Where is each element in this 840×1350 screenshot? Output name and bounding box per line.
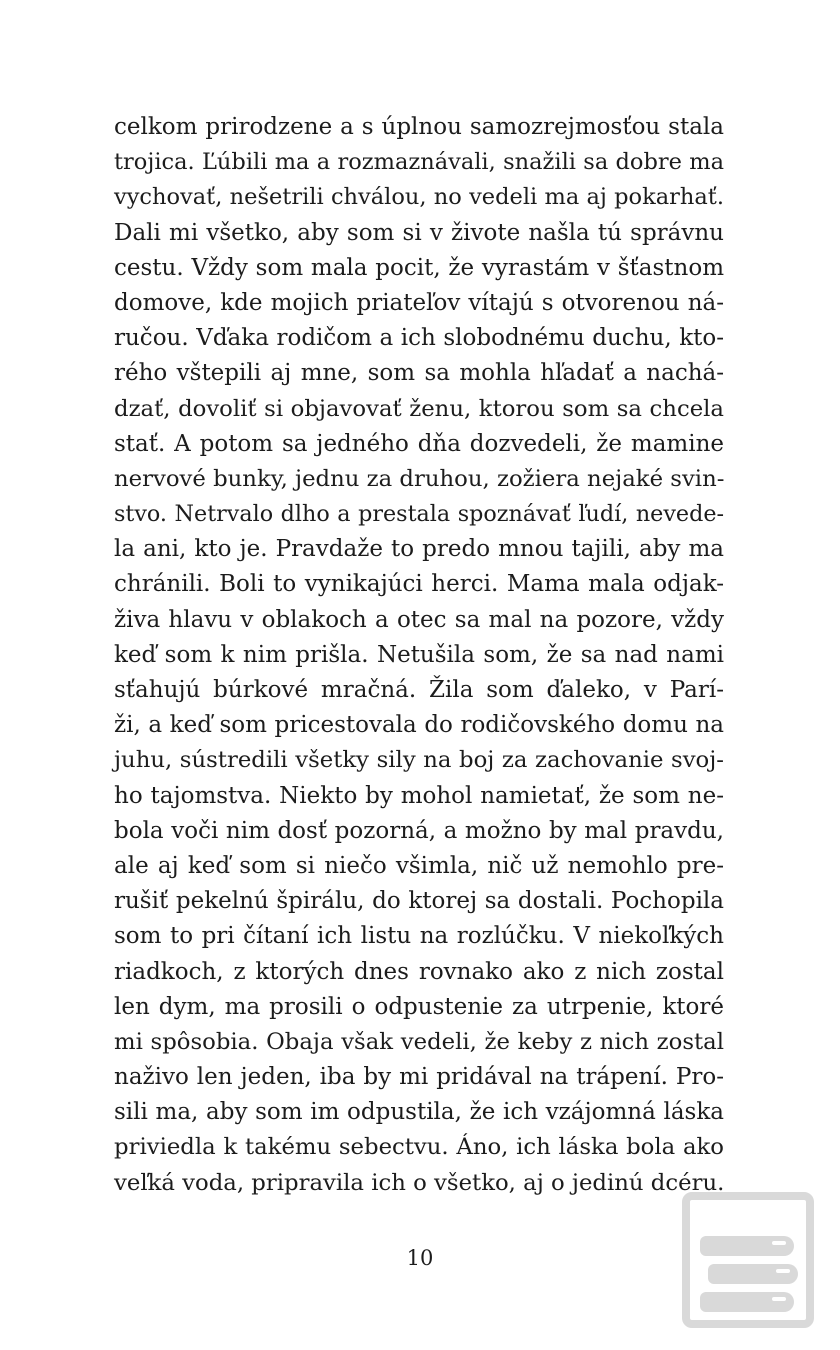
text-line: som to pri čítaní ich listu na rozlúčku. V niekoľkých [114,923,724,950]
text-line: mi spôsobia. Obaja však vedeli, že keby z nich zostal [114,1028,724,1055]
text-line: domove, kde mojich priateľov vítajú s otvorenou ná- [114,289,724,316]
text-line: ho tajomstva. Niekto by mohol namietať, že som ne- [114,782,724,809]
text-line: stvo. Netrvalo dlho a prestala spoznávať ľudí, nevede- [114,501,724,528]
text-line: priviedla k takému sebectvu. Áno, ich láska bola ako [114,1134,724,1161]
text-line: nervové bunky, jednu za druhou, zožiera nejaké svin- [114,465,725,492]
text-line: keď som k nim prišla. Netušila som, že sa nad nami [114,641,724,668]
text-line: sťahujú búrkové mračná. Žila som ďaleko, v Parí- [114,677,724,703]
text-line: veľká voda, pripravila ich o všetko, aj o jedinú dcéru. [114,1169,725,1196]
text-line: riadkoch, z ktorých dnes rovnako ako z nich zostal [114,958,724,985]
body-text [114,110,724,1201]
text-line: rého vštepili aj mne, som sa mohla hľadať a nachá- [114,360,724,387]
text-line: bola voči nim dosť pozorná, a možno by mal pravdu, [114,817,724,844]
text-line: juhu, sústredili všetky sily na boj za zachovanie svoj- [114,747,724,774]
text-line: stať. A potom sa jedného dňa dozvedeli, že mamine [114,430,724,457]
text-line: celkom prirodzene a s úplnou samozrejmosťou stala [114,114,724,140]
text-line: len dym, ma prosili o odpustenie za utrpenie, ktoré [114,993,724,1020]
text-line: trojica. Ľúbili ma a rozmaznávali, snažili sa dobre ma [114,149,724,176]
text-line: naživo len jeden, iba by mi pridával na trápení. Pro- [114,1064,724,1091]
text-line: rušiť pekelnú špirálu, do ktorej sa dostali. Pochopila [114,888,724,915]
text-line: chránili. Boli to vynikajúci herci. Mama mala odjak- [114,571,724,598]
text-line: vychovať, nešetrili chválou, no vedeli ma aj pokarhať. [114,184,724,211]
text-line: ži, a keď som pricestovala do rodičovského domu na [114,712,724,739]
text-line: sili ma, aby som im odpustila, že ich vzájomná láska [114,1099,724,1126]
page-number: 10 [406,1246,434,1270]
text-line: ručou. Vďaka rodičom a ich slobodnému duchu, kto- [114,325,724,352]
text-line: ale aj keď som si niečo všimla, nič už nemohlo pre- [114,852,724,879]
text-line: dzať, dovoliť si objavovať ženu, ktorou som sa chcela [114,395,724,422]
text-line: la ani, kto je. Pravdaže to predo mnou tajili, aby ma [114,536,724,563]
text-line: Dali mi všetko, aby som si v živote našla tú správnu [114,219,724,246]
book-stack-icon [680,1190,816,1330]
text-line: živa hlavu v oblakoch a otec sa mal na pozore, vždy [114,606,724,633]
text-line: cestu. Vždy som mala pocit, že vyrastám v šťastnom [114,254,724,281]
